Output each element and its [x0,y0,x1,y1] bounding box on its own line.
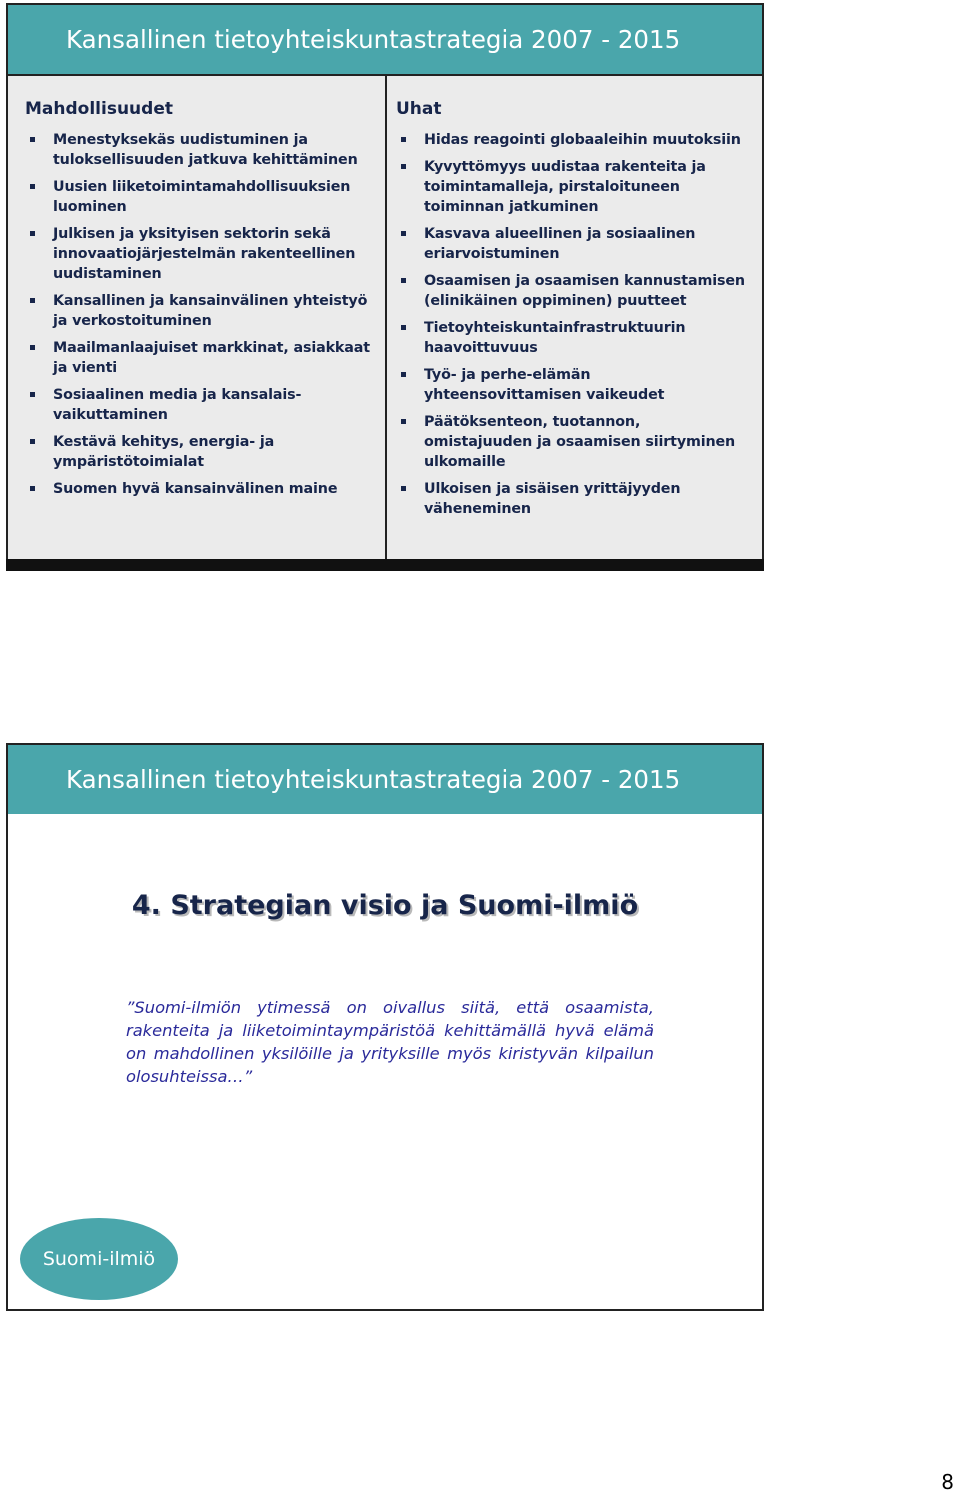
list-item-text: Työ- ja perhe-elämän yhteensovittamisen vaikeudet [424,367,665,403]
list-item-text: Kestävä kehitys, energia- ja ympäristötoimialat [53,434,275,470]
list-item-text: Kyvyttömyys uudistaa rakenteita ja toimintamalleja, pirstaloituneen toiminnan jatkuminen [424,159,706,215]
list-item [396,365,751,405]
list-item-text: Osaamisen ja osaamisen kannustamisen (elinikäinen oppiminen) puutteet [424,273,745,309]
vision-quote: ”Suomi-ilmiön ytimessä on oivallus siitä, että osaamista, rakenteita ja liiketoimintaympäristöä kehittämällä hyvä elämä on mahdollinen yksilöille ja yrityksille myös kiristyvän kilpailun olosuhteissa…” [126,998,654,1086]
bullet-icon [401,164,406,169]
list-item [25,385,370,425]
list-item [396,412,751,472]
list-item-text: Maailmanlaajuiset markkinat, asiakkaat ja vienti [53,340,370,376]
bullet-icon [401,231,406,236]
list-item [25,177,370,217]
bullet-icon [30,137,35,142]
bullet-icon [30,298,35,303]
list-item [396,130,751,150]
threats-heading: Uhat [396,99,442,119]
page-number: 8 [941,1470,954,1494]
section-heading: 4. Strategian visio ja Suomi-ilmiö [131,890,639,921]
bullet-icon [30,486,35,491]
slide-title-bar [8,745,762,814]
list-item [25,338,370,378]
list-item [25,224,370,284]
opportunities-list [25,130,370,499]
list-item [25,291,370,331]
bullet-icon [30,345,35,350]
bullet-icon [401,278,406,283]
list-item-text: Kansallinen ja kansainvälinen yhteistyö ja verkostoituminen [53,293,368,329]
list-item [396,271,751,311]
bullet-icon [30,231,35,236]
column-divider [385,76,387,562]
list-item-text: Sosiaalinen media ja kansalais-vaikuttaminen [53,387,302,423]
list-item [25,432,370,472]
bullet-icon [30,184,35,189]
opportunities-heading: Mahdollisuudet [25,99,173,119]
slide-vision [6,743,764,1311]
bullet-icon [30,392,35,397]
list-item-text: Suomen hyvä kansainvälinen maine [53,481,338,497]
threats-list [396,130,751,519]
slide-title: Kansallinen tietoyhteiskuntastrategia 2007 - 2015 [66,765,681,794]
list-item-text: Ulkoisen ja sisäisen yrittäjyyden väheneminen [424,481,681,517]
bullet-icon [401,137,406,142]
threats-column [396,99,751,526]
list-item-text: Päätöksenteon, tuotannon, omistajuuden ja osaamisen siirtyminen ulkomaille [424,414,736,470]
list-item-text: Kasvava alueellinen ja sosiaalinen eriarvoistuminen [424,226,696,262]
list-item [396,157,751,217]
bullet-icon [401,486,406,491]
suomi-ilmio-button[interactable]: Suomi-ilmiö [20,1218,178,1300]
slide-title: Kansallinen tietoyhteiskuntastrategia 2007 - 2015 [66,25,681,54]
slide-swot [6,3,764,571]
list-item [25,479,370,499]
bullet-icon [401,419,406,424]
bullet-icon [30,439,35,444]
list-item [396,479,751,519]
list-item-text: Tietoyhteiskuntainfrastruktuurin haavoittuvuus [424,320,686,356]
list-item-text: Uusien liiketoimintamahdollisuuksien luominen [53,179,351,215]
list-item-text: Menestyksekäs uudistuminen ja tuloksellisuuden jatkuva kehittäminen [53,132,358,168]
list-item-text: Hidas reagointi globaaleihin muutoksiin [424,132,741,148]
list-item [396,318,751,358]
opportunities-column [25,99,370,506]
slide-title-bar [8,5,762,74]
list-item [25,130,370,170]
list-item-text: Julkisen ja yksityisen sektorin sekä innovaatiojärjestelmän rakenteellinen uudistaminen [53,226,356,282]
slide-bottom-bar [6,559,764,571]
bullet-icon [401,372,406,377]
bullet-icon [401,325,406,330]
list-item [396,224,751,264]
